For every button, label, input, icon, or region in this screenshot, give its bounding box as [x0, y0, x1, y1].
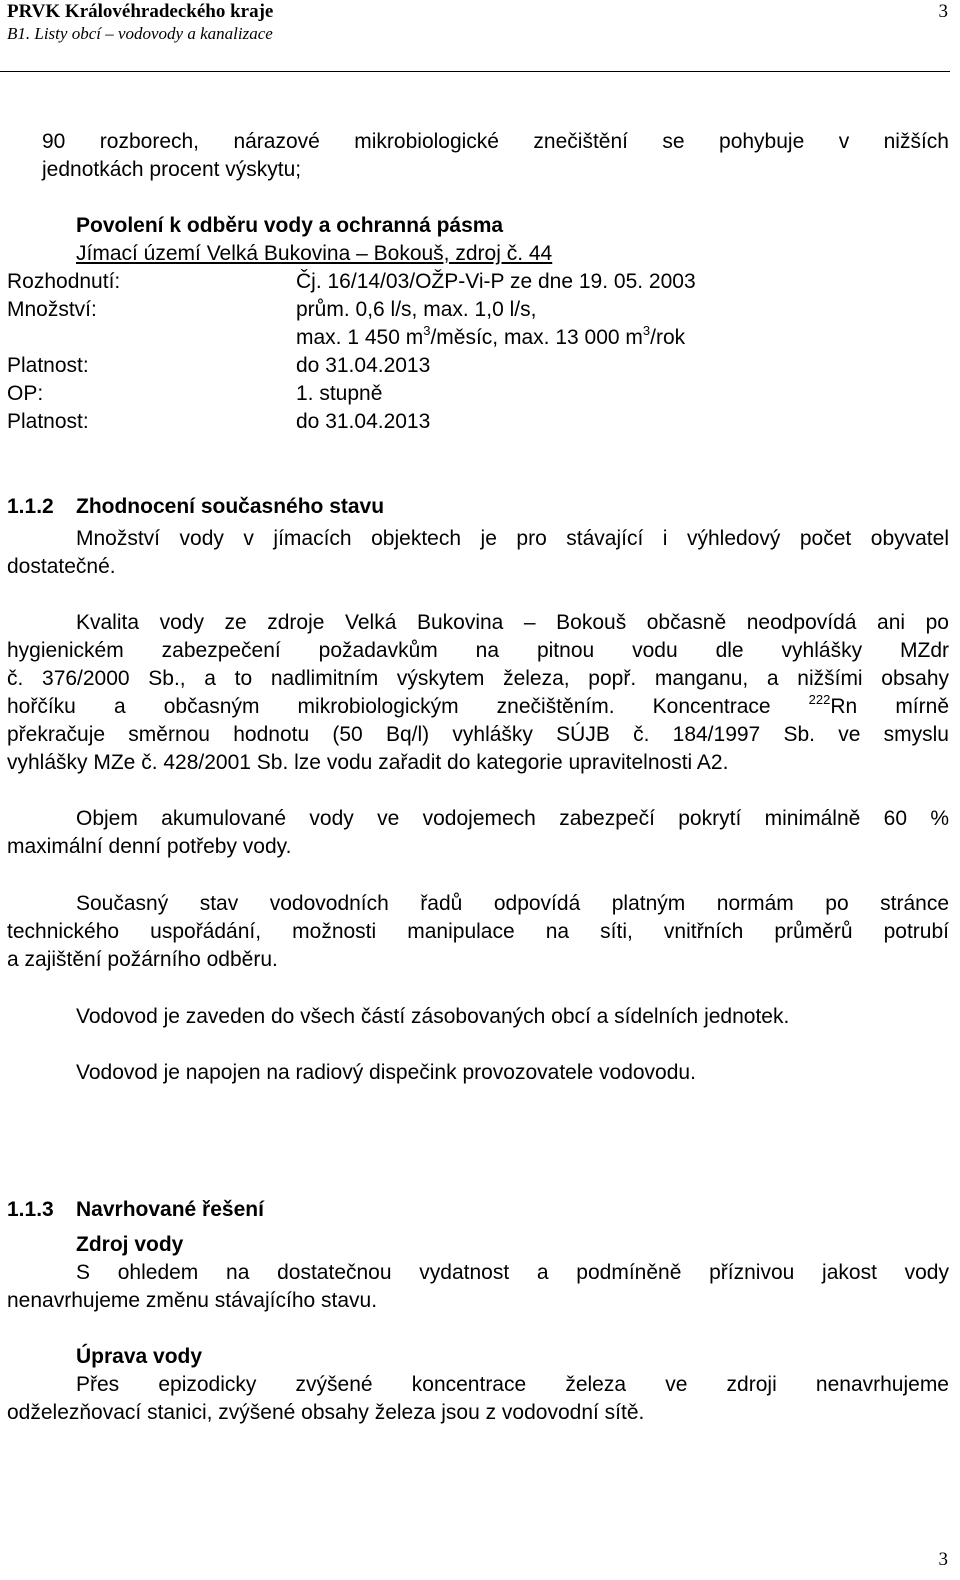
op-value: 1. stupně	[296, 382, 383, 405]
intro-line-2: jednotkách procent výskytu;	[42, 158, 302, 181]
p4-line-2: technického uspořádání, možnosti manipulace na síti, vnitřních průměrů potrubí	[7, 920, 949, 943]
p4-line-3: a zajištění požárního odběru.	[7, 948, 278, 971]
p2-line-1: Kvalita vody ze zdroje Velká Bukovina – Bokouš občasně neodpovídá ani po	[76, 611, 949, 634]
section-113-title: Navrhované řešení	[76, 1198, 264, 1221]
p2-line-6: vyhlášky MZe č. 428/2001 Sb. lze vodu zařadit do kategorie upravitelnosti A2.	[7, 751, 729, 774]
permit-heading: Povolení k odběru vody a ochranná pásma	[76, 214, 504, 237]
decision-value: Čj. 16/14/03/OŽP-Vi-P ze dne 19. 05. 2003	[296, 270, 696, 293]
zdroj-line-2: nenavrhujeme změnu stávajícího stavu.	[7, 1289, 378, 1312]
quantity-line-1: prům. 0,6 l/s, max. 1,0 l/s,	[296, 298, 537, 321]
validity2-label: Platnost:	[7, 410, 89, 433]
p4-line-1: Současný stav vodovodních řadů odpovídá platným normám po stránce	[76, 892, 949, 915]
page-number-bottom: 3	[938, 1549, 948, 1570]
document-header-title: PRVK Královéhradeckého kraje	[7, 1, 274, 22]
p2-line-3: č. 376/2000 Sb., a to nadlimitním výskytem železa, popř. manganu, a nižšími obsahy	[7, 667, 949, 690]
decision-label: Rozhodnutí:	[7, 270, 121, 293]
p2-line-2: hygienickém zabezpečení požadavkům na pitnou vodu dle vyhlášky MZdr	[7, 639, 949, 662]
p3-line-1: Objem akumulované vody ve vodojemech zabezpečí pokrytí minimálně 60 %	[76, 807, 949, 830]
op-label: OP:	[7, 382, 44, 405]
p6: Vodovod je napojen na radiový dispečink provozovatele vodovodu.	[76, 1061, 696, 1084]
p2-line-5: překračuje směrnou hodnotu (50 Bq/l) vyhlášky SÚJB č. 184/1997 Sb. ve smyslu	[7, 723, 949, 746]
uprava-line-1: Přes epizodicky zvýšené koncentrace železa ve zdroji nenavrhujeme	[76, 1373, 949, 1396]
header-divider	[0, 71, 950, 72]
document-header-subtitle: B1. Listy obcí – vodovody a kanalizace	[7, 24, 273, 43]
section-112-title: Zhodnocení současného stavu	[76, 495, 385, 518]
validity-value: do 31.04.2013	[296, 354, 431, 377]
p1-line-1: Množství vody v jímacích objektech je pro stávající i výhledový počet obyvatel	[76, 527, 949, 550]
subheading-uprava-vody: Úprava vody	[76, 1345, 203, 1368]
validity-label: Platnost:	[7, 354, 89, 377]
validity2-value: do 31.04.2013	[296, 410, 431, 433]
p2-line-4: hořčíku a občasným mikrobiologickým znečištěním. Koncentrace $^{222}$Rn mírně	[7, 693, 949, 718]
p5: Vodovod je zaveden do všech částí zásobovaných obcí a sídelních jednotek.	[76, 1005, 790, 1028]
section-113-number: 1.1.3	[7, 1198, 54, 1221]
p1-line-2: dostatečné.	[7, 555, 116, 578]
permit-area: Jímací území Velká Bukovina – Bokouš, zdroj č. 44	[76, 242, 553, 265]
page-number-top: 3	[938, 1, 948, 22]
subheading-zdroj-vody: Zdroj vody	[76, 1233, 184, 1256]
zdroj-line-1: S ohledem na dostatečnou vydatnost a podmíněně příznivou jakost vody	[76, 1261, 949, 1284]
uprava-line-2: odželezňovací stanici, zvýšené obsahy železa jsou z vodovodní sítě.	[7, 1401, 645, 1424]
p3-line-2: maximální denní potřeby vody.	[7, 835, 292, 858]
quantity-label: Množství:	[7, 298, 97, 321]
quantity-line-2: max. 1 450 $m^3$/měsíc, max. 13 000 $m^3$/rok	[296, 323, 686, 349]
intro-line-1: 90 rozborech, nárazové mikrobiologické znečištění se pohybuje v nižších	[42, 130, 949, 153]
section-112-number: 1.1.2	[7, 495, 54, 518]
